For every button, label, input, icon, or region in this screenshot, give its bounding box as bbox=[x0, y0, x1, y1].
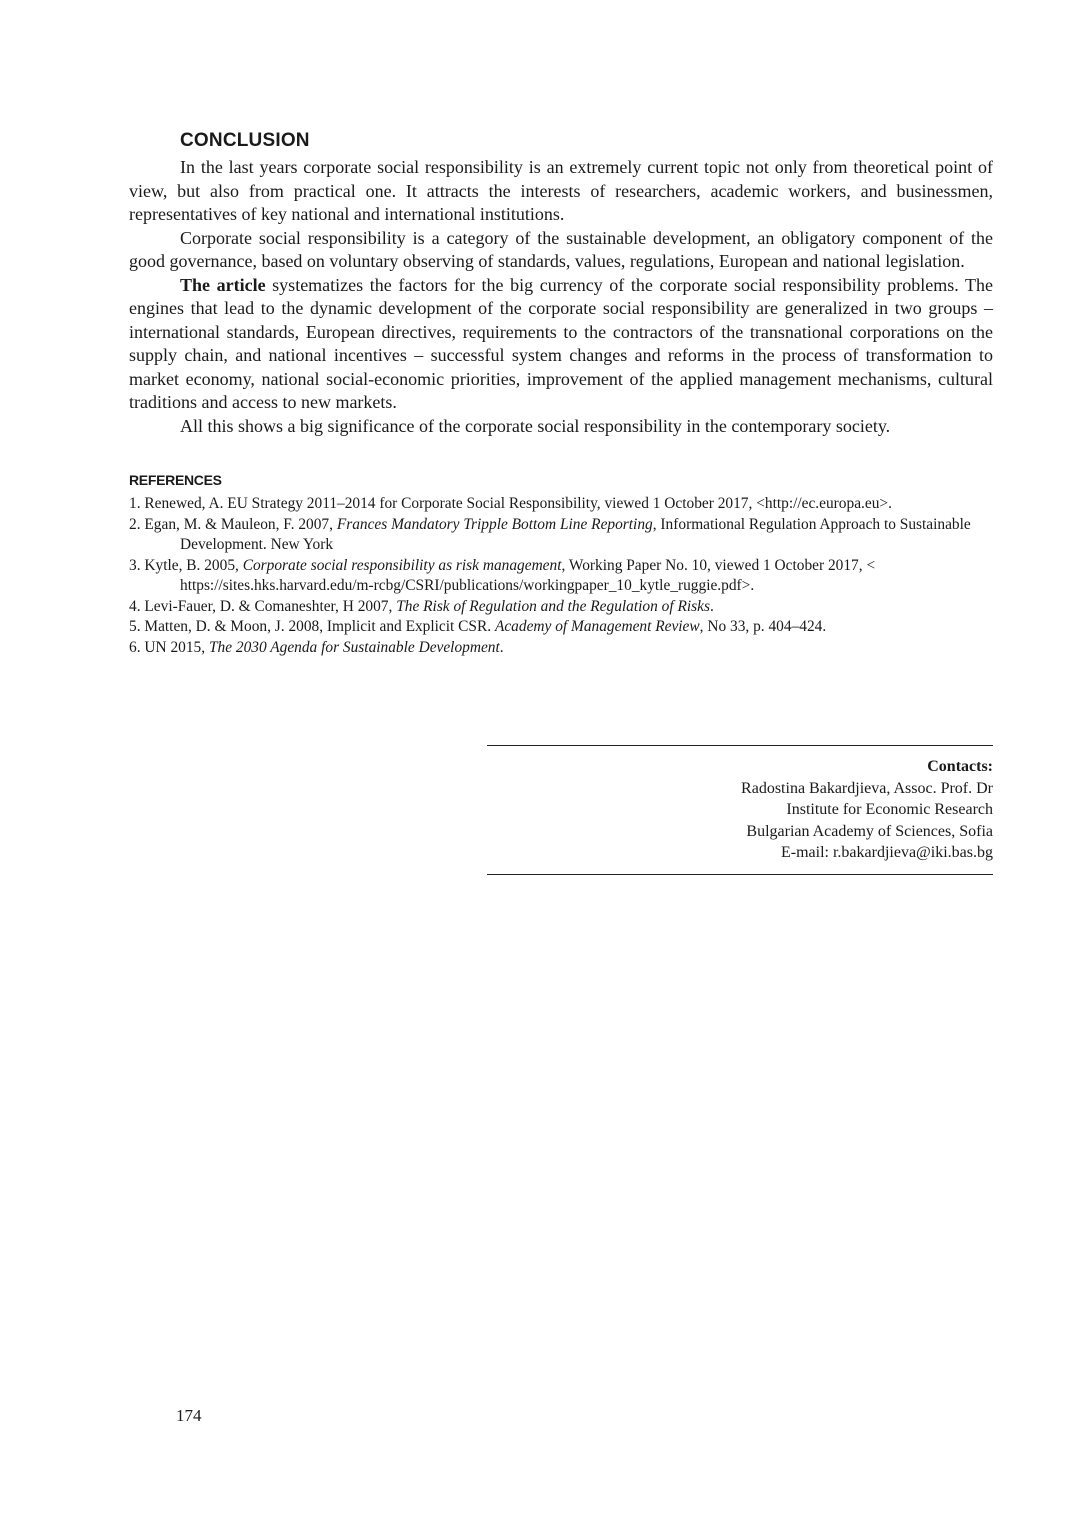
reference-text: , No 33, p. 404–424. bbox=[699, 618, 827, 635]
contacts-box bbox=[487, 745, 993, 875]
reference-text: 6. UN 2015, bbox=[129, 638, 209, 656]
reference-text: . bbox=[499, 638, 504, 656]
reference-text: , Informational Regulation Approach to Sustainable Development. New York bbox=[180, 515, 971, 553]
page-content bbox=[129, 130, 993, 658]
article-lead: The article bbox=[180, 274, 266, 295]
references-list bbox=[129, 494, 993, 658]
conclusion-paragraph-2: Corporate social responsibility is a category of the sustainable development, an obligatory component of the good governance, based on voluntary observing of standards, values, regulations, European and national legislation. bbox=[129, 227, 993, 271]
reference-text: , Working Paper No. 10, viewed 1 October 2017, < https://sites.hks.harvard.edu/m-rcbg/CSRI/publications/workingpaper_10_kytle_ruggie.pdf>. bbox=[180, 556, 876, 594]
reference-item bbox=[129, 597, 993, 618]
contact-academy: Bulgarian Academy of Sciences, Sofia bbox=[746, 822, 993, 840]
reference-text: 4. Levi-Fauer, D. & Comaneshter, H 2007, bbox=[129, 597, 397, 615]
reference-text: 1. Renewed, A. EU Strategy 2011–2014 for Corporate Social Responsibility, viewed 1 October 2017, <http://ec.europa.eu>. bbox=[129, 495, 892, 512]
reference-title: Frances Mandatory Tripple Bottom Line Reporting bbox=[336, 515, 653, 533]
reference-text: 5. Matten, D. & Moon, J. 2008, Implicit and Explicit CSR. bbox=[129, 618, 495, 635]
reference-title: The 2030 Agenda for Sustainable Development bbox=[208, 638, 500, 656]
contact-email: E-mail: r.bakardjieva@iki.bas.bg bbox=[780, 844, 993, 861]
reference-item bbox=[129, 494, 993, 515]
reference-item bbox=[129, 515, 993, 556]
reference-text: . bbox=[709, 597, 714, 615]
reference-text: 3. Kytle, B. 2005, bbox=[129, 556, 243, 574]
references-heading: REFERENCES bbox=[129, 472, 222, 488]
contact-institute: Institute for Economic Research bbox=[786, 801, 993, 818]
conclusion-paragraph-1: In the last years corporate social responsibility is an extremely current topic not only from theoretical point of view, but also from practical one. It attracts the interests of researchers, academic workers, and businessmen, representatives of key national and international institutions. bbox=[129, 157, 993, 224]
conclusion-paragraph-4: All this shows a big significance of the corporate social responsibility in the contemporary society. bbox=[180, 415, 891, 436]
contacts-title: Contacts: bbox=[927, 758, 993, 775]
article-text: systematizes the factors for the big currency of the corporate social responsibility problems. The engines that lead to the dynamic development of the corporate social responsibility are generalized in two groups – international standards, European directives, requirements to the contractors of the transnational corporations on the supply chain, and national incentives – successful system changes and reforms in the process of transformation to market economy, national social-economic priorities, improvement of the applied management mechanisms, cultural traditions and access to new markets. bbox=[129, 274, 993, 412]
reference-title: The Risk of Regulation and the Regulation of Risks bbox=[396, 597, 710, 615]
conclusion-paragraph-3 bbox=[129, 274, 993, 415]
reference-title: Academy of Management Review bbox=[494, 618, 700, 635]
page-number: 174 bbox=[176, 1406, 202, 1425]
reference-title: Corporate social responsibility as risk management bbox=[242, 556, 562, 574]
reference-text: 2. Egan, M. & Mauleon, F. 2007, bbox=[129, 515, 337, 533]
reference-item bbox=[129, 556, 993, 597]
conclusion-heading: CONCLUSION bbox=[180, 130, 310, 151]
contact-name: Radostina Bakardjieva, Assoc. Prof. Dr bbox=[741, 779, 993, 797]
reference-item bbox=[129, 617, 993, 638]
reference-item bbox=[129, 638, 993, 659]
